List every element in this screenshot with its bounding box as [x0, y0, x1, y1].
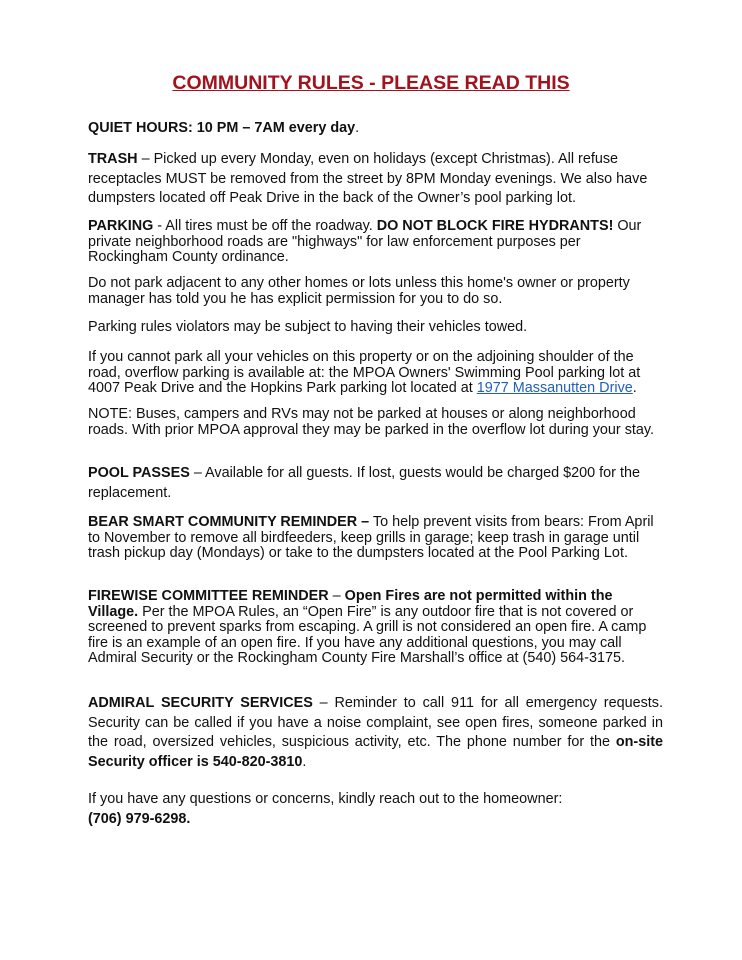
security-rule [88, 694, 663, 772]
trash-text: – Picked up every Monday, even on holidays (except Christmas). All refuse receptacles MUST be removed from the street by 8PM Monday evenings. We also have dumpsters located off Peak Drive in the back of the Owner’s pool parking lot. [88, 151, 648, 207]
pool-passes-label: POOL PASSES [88, 465, 190, 481]
bear-smart-label: BEAR SMART COMMUNITY REMINDER – [88, 514, 370, 530]
bear-smart-text: To help prevent visits from bears: From April to November to remove all birdfeeders, keep grills in garage; keep trash in garage until trash pickup day (Mondays) or take to the dumpsters located at the Pool Parking Lot. [88, 514, 654, 562]
firewise-dash: – [328, 588, 345, 604]
quiet-hours-end: . [355, 120, 360, 136]
contact-info [88, 790, 663, 829]
parking-rule [88, 219, 663, 266]
parking-text: - All tires must be off the roadway. [153, 218, 377, 234]
quiet-hours-rule [88, 121, 663, 137]
parking-label: PARKING [88, 218, 154, 234]
address-link[interactable]: 1977 Massanutten Drive [476, 380, 633, 397]
adjacent-parking-rule: Do not park adjacent to any other homes or lots unless this home's owner or property manager has told you he has explicit permission for you to do so. [88, 275, 630, 307]
contact-text: If you have any questions or concerns, kindly reach out to the homeowner: [88, 791, 563, 807]
security-phone: on-site Security officer is 540-820-3810 [88, 734, 663, 770]
page-title: COMMUNITY RULES - PLEASE READ THIS [172, 72, 570, 94]
overflow-text: If you cannot park all your vehicles on this property or on the adjoining shoulder of the road, overflow parking is available at: the MPOA Owners' Swimming Pool parking lot at 4007 Peak Drive and the Hopkins Park parking lot located at [88, 349, 641, 397]
parking-text-2: Our private neighborhood roads are "highways" for law enforcement purposes per Rockingham County ordinance. [88, 218, 642, 266]
homeowner-phone: (706) 979-6298. [88, 810, 191, 827]
vehicle-note: NOTE: Buses, campers and RVs may not be parked at houses or along neighborhood roads. With prior MPOA approval they may be parked in the overflow lot during your stay. [88, 406, 655, 438]
trash-label: TRASH [88, 151, 138, 167]
overflow-end: . [632, 380, 637, 397]
trash-rule [88, 150, 663, 209]
violators-rule: Parking rules violators may be subject to having their vehicles towed. [88, 319, 528, 335]
quiet-hours-label: QUIET HOURS: 10 PM – 7AM every day [88, 120, 356, 136]
security-text: – Reminder to call 911 for all emergency requests. Security can be called if you have a noise complaint, see open fires, someone parked in the road, oversized vehicles, suspicious activity, etc. The phone number for the [88, 695, 663, 751]
security-label: ADMIRAL SECURITY SERVICES [88, 695, 313, 711]
firewise-text: Per the MPOA Rules, an “Open Fire” is any outdoor fire that is not covered or screened to prevent sparks from escaping. A grill is not considered an open fire. A camp fire is an example of an open fire. If you have any additional questions, you may call Admiral Security or the Rockingham County Fire Marshall’s office at (540) 564-3175. [88, 603, 647, 667]
firewise-rule [88, 589, 663, 667]
security-end: . [302, 753, 307, 770]
overflow-parking [88, 350, 663, 397]
open-fire-warning: Open Fires are not permitted within the Village. [88, 588, 613, 620]
hydrant-warning: DO NOT BLOCK FIRE HYDRANTS! [376, 218, 614, 234]
pool-passes-rule [88, 464, 663, 503]
pool-passes-text: – Available for all guests. If lost, guests would be charged $200 for the replacement. [88, 465, 640, 501]
firewise-label: FIREWISE COMMITTEE REMINDER [88, 588, 329, 604]
bear-smart-rule [88, 515, 663, 562]
